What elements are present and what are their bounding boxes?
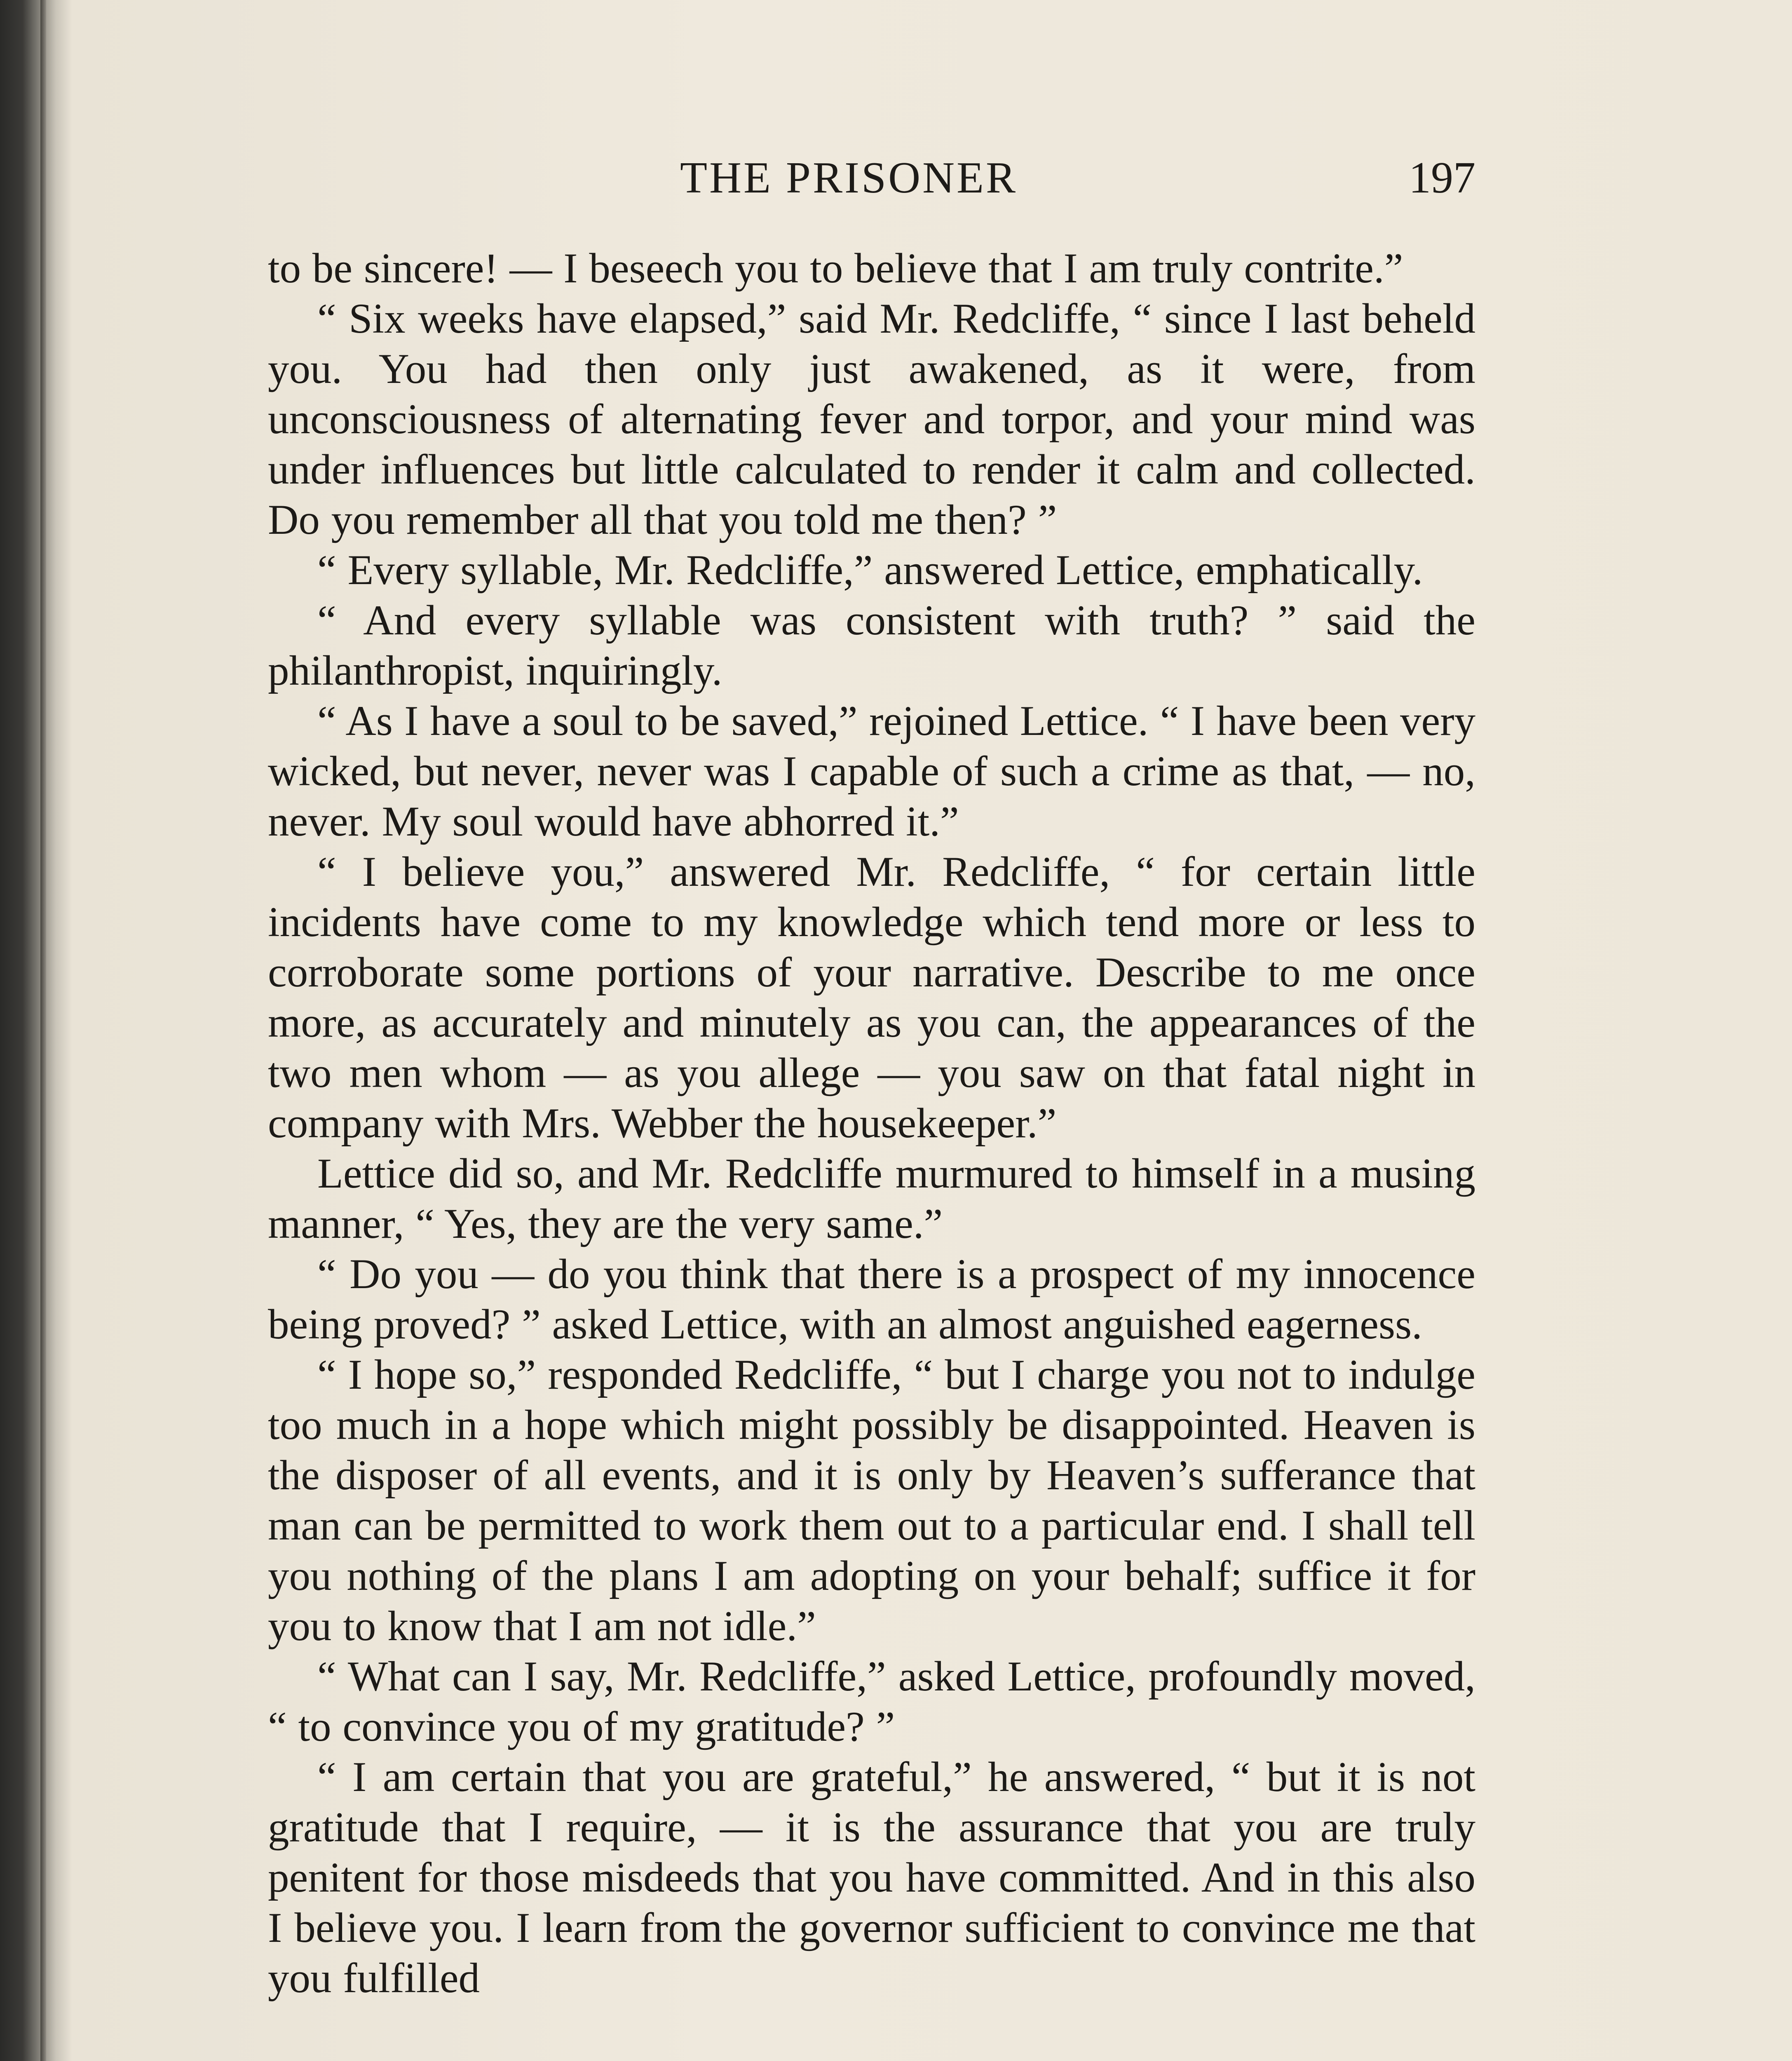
page-number: 197 (1409, 153, 1475, 202)
paragraph: to be sincere! — I beseech you to believe that I am truly contrite.” (268, 245, 1403, 292)
paragraph: “ As I have a soul to be saved,” rejoined Lettice. “ I have been very wicked, but never, never was I capable of such a crime as that, — no, never. My soul would have abhorred it.” (268, 697, 1475, 845)
paragraph: “ I am certain that you are grateful,” he answered, “ but it is not gratitude that I require, — it is the assurance that you are truly penitent for those misdeeds that you have committed. And in this also I believe you. I learn from the governor sufficient to convince me that you fulfilled (268, 1753, 1475, 2002)
paragraph: “ And every syllable was consistent with truth? ” said the philanthropist, inquiringly. (268, 597, 1475, 694)
paragraph: Lettice did so, and Mr. Redcliffe murmured to himself in a musing manner, “ Yes, they are the very same.” (268, 1150, 1475, 1247)
paragraph: “ I believe you,” answered Mr. Redcliffe, “ for certain little incidents have come to my knowledge which tend more or less to corroborate some portions of your narrative. Describe to me once more, as accurately and minutely as you can, the appearances of the two men whom — as you allege — you saw on that fatal night in company with Mrs. Webber the housekeeper.” (268, 848, 1475, 1147)
book-gutter-shadow (40, 0, 46, 2061)
paragraph: “ Six weeks have elapsed,” said Mr. Redcliffe, “ since I last beheld you. You had then only just awakened, as it were, from unconsciousness of alternating fever and torpor, and your mind was under influences but little calculated to render it calm and collected. Do you remember all that you told me then? ” (268, 295, 1475, 543)
paragraph: “ What can I say, Mr. Redcliffe,” asked Lettice, profoundly moved, “ to convince you of my gratitude? ” (268, 1653, 1475, 1750)
paragraph: “ Every syllable, Mr. Redcliffe,” answered Lettice, emphatically. (317, 547, 1423, 594)
running-title: THE PRISONER (680, 153, 1018, 202)
page-header (268, 153, 1475, 214)
body-text (268, 243, 1475, 2003)
paragraph: “ Do you — do you think that there is a prospect of my innocence being proved? ” asked Lettice, with an almost anguished eagerness. (268, 1251, 1475, 1348)
paragraph: “ I hope so,” responded Redcliffe, “ but I charge you not to indulge too much in a hope which might possibly be disappointed. Heaven is the disposer of all events, and it is only by Heaven’s sufferance that man can be permitted to work them out to a particular end. I shall tell you nothing of the plans I am adopting on your behalf; suffice it for you to know that I am not idle.” (268, 1351, 1475, 1650)
